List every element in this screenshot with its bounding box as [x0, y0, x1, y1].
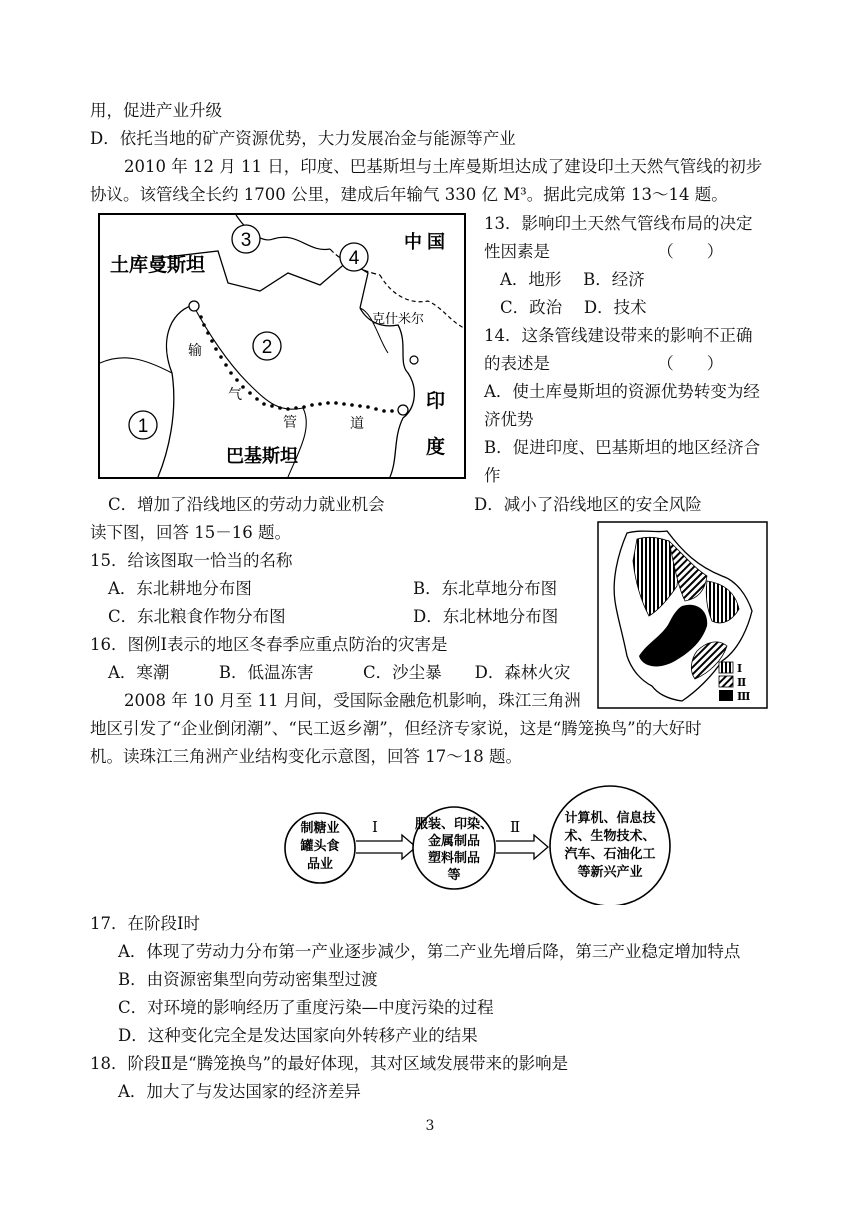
stage2-text-4: 等新兴产业 [577, 864, 643, 879]
question-17: 17．在阶段Ⅰ时 [90, 914, 201, 933]
question-14-option-a: A．使土库曼斯坦的资源优势转变为经 [484, 382, 760, 401]
region-1-label: 1 [137, 416, 149, 437]
question-16: 16．图例Ⅰ表示的地区冬春季应重点防治的灾害是 [90, 635, 448, 654]
paragraph-pipeline-intro-cont: 协议。该管线全长约 1700 公里，建成后年输气 330 亿 M³。据此完成第 13～14 题。 [90, 185, 728, 204]
question-15-option-d: D．东北林地分布图 [413, 607, 559, 626]
stage1-text-3: 塑料制品 [427, 850, 481, 865]
stage2-text-2: 术、生物技术、 [564, 828, 656, 843]
question-15-option-c: C．东北粮食作物分布图 [108, 607, 286, 626]
paragraph-prd-cont2: 机。读珠江三角洲产业结构变化示意图，回答 17～18 题。 [90, 747, 522, 766]
question-15-option-a: A．东北耕地分布图 [108, 579, 252, 598]
legend-swatch-1 [719, 662, 733, 673]
label-pakistan: 巴基斯坦 [226, 446, 298, 466]
northeast-map [597, 521, 768, 709]
question-14-option-c: C．增加了沿线地区的劳动力就业机会 [108, 495, 385, 514]
stage0-text-2: 罐头食 [300, 838, 340, 853]
question-14-cont: 的表述是 （ ） [484, 354, 724, 373]
question-14-option-b-cont: 作 [484, 466, 501, 485]
label-turkmenistan: 土库曼斯坦 [110, 255, 206, 276]
label-pipe-4: 道 [350, 415, 364, 431]
kashmir-marker [410, 356, 418, 364]
question-18-option-a: A．加大了与发达国家的经济差异 [118, 1082, 361, 1101]
label-india-1: 印 [426, 391, 446, 412]
question-15: 15．给该图取一恰当的名称 [90, 551, 293, 570]
stage0-text-1: 制糖业 [300, 820, 340, 835]
question-17-option-c: C．对环境的影响经历了重度污染—中度污染的过程 [118, 998, 494, 1017]
arrow-stage-2 [496, 835, 548, 859]
region-2-label: 2 [261, 337, 273, 358]
question-16-options: A．寒潮 B．低温冻害 C．沙尘暴 D．森林火灾 [108, 663, 571, 682]
label-kashmir: 克什米尔 [372, 311, 425, 326]
question-15-intro: 读下图，回答 15－16 题。 [90, 523, 291, 542]
label-pipe-2: 气 [228, 386, 242, 402]
region-4-label: 4 [348, 248, 360, 269]
legend-swatch-3 [719, 690, 733, 701]
question-15-option-b: B．东北草地分布图 [413, 579, 558, 598]
pipeline-start-marker [189, 301, 199, 311]
text-line: 用，促进产业升级 [90, 101, 222, 120]
option-d: D．依托当地的矿产资源优势，大力发展冶金与能源等产业 [90, 129, 516, 148]
map-frame [99, 214, 465, 478]
paragraph-pipeline-intro: 2010 年 12 月 11 日，印度、巴基斯坦与土库曼斯坦达成了建设印土天然气管线的初步 [124, 157, 763, 176]
arrow-stage-1 [356, 835, 416, 859]
question-13-options-cd: C．政治 D．技术 [500, 298, 647, 317]
legend-label-2: Ⅱ [737, 676, 747, 689]
label-pipe-1: 输 [188, 342, 202, 358]
question-17-option-b: B．由资源密集型向劳动密集型过渡 [118, 970, 378, 989]
legend-swatch-2 [719, 676, 733, 687]
region-3-label: 3 [240, 230, 252, 251]
page-number: 3 [425, 1118, 435, 1134]
stage-2-label: Ⅱ [510, 818, 521, 836]
legend-label-1: Ⅰ [737, 662, 743, 675]
label-pipe-3: 管 [283, 414, 297, 430]
stage1-text-2: 金属制品 [427, 833, 481, 848]
question-14-option-a-cont: 济优势 [484, 410, 534, 429]
paragraph-prd: 2008 年 10 月至 11 月间，受国际金融危机影响，珠江三角洲 [124, 691, 581, 710]
stage0-text-3: 品业 [306, 856, 334, 871]
question-13: 13．影响印土天然气管线布局的决定 [484, 214, 753, 233]
question-13-cont: 性因素是 （ ） [484, 242, 724, 261]
label-china: 中 国 [404, 232, 446, 252]
question-14-option-b: B．促进印度、巴基斯坦的地区经济合 [484, 438, 761, 457]
question-14: 14．这条管线建设带来的影响不正确 [484, 326, 753, 345]
legend-label-3: Ⅲ [737, 690, 751, 703]
question-17-option-d: D．这种变化完全是发达国家向外转移产业的结果 [118, 1026, 478, 1045]
pipeline-map [98, 213, 466, 479]
stage2-text-1: 计算机、信息技 [564, 810, 656, 825]
question-18: 18．阶段Ⅱ是“腾笼换鸟”的最好体现，其对区域发展带来的影响是 [90, 1054, 569, 1073]
paragraph-prd-cont: 地区引发了“企业倒闭潮”、“民工返乡潮”，但经济专家说，这是“腾笼换鸟”的大好时 [90, 719, 702, 738]
question-14-option-d: D．减小了沿线地区的安全风险 [474, 495, 702, 514]
stage1-text-4: 等 [447, 867, 461, 882]
stage1-text-1: 服装、印染、 [414, 816, 494, 831]
stage-1-label: Ⅰ [372, 818, 378, 836]
label-india-2: 度 [426, 437, 446, 458]
question-13-options-ab: A．地形 B．经济 [500, 270, 645, 289]
industry-flow-diagram [280, 780, 680, 905]
stage2-text-3: 汽车、石油化工 [564, 846, 656, 861]
pipeline-end-marker [398, 405, 408, 415]
question-17-option-a: A．体现了劳动力分布第一产业逐步减少，第二产业先增后降，第三产业稳定增加特点 [118, 942, 741, 961]
